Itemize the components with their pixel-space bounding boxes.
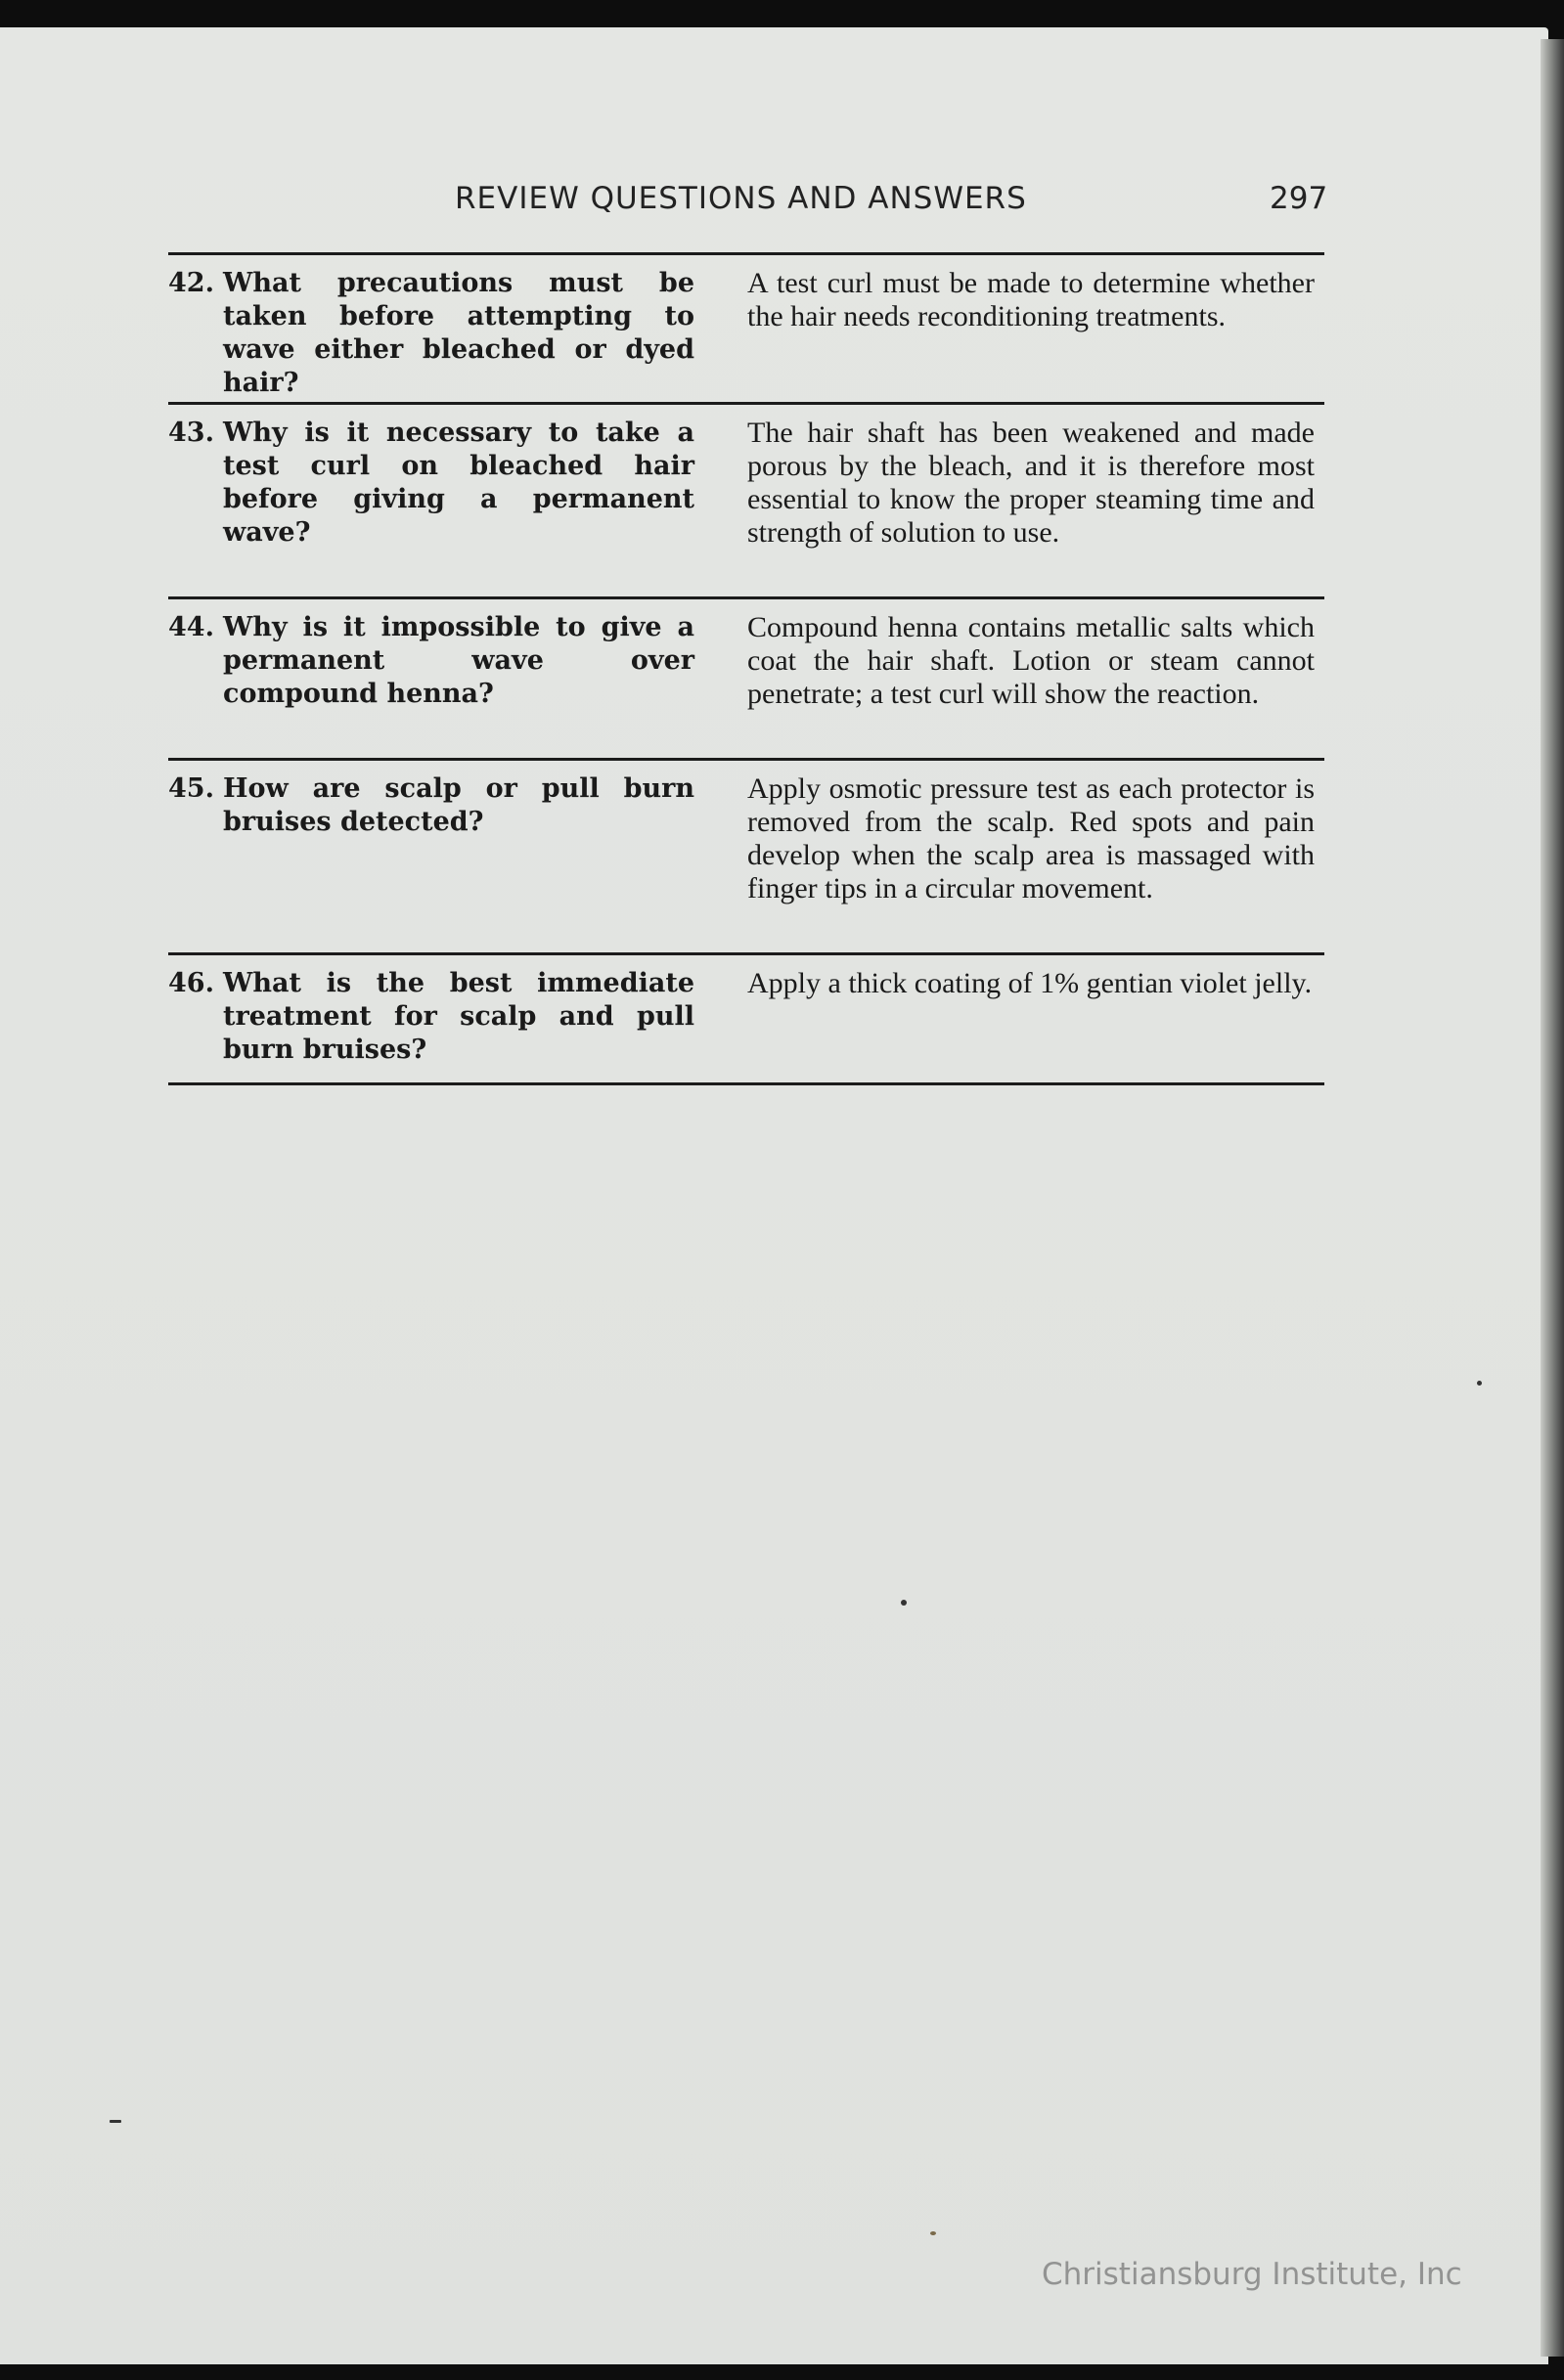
answer-text: The hair shaft has been weakened and made porous by the bleach, and it is therefore most essential to know the proper steaming time and strength of solution to use. <box>747 417 1315 549</box>
page-edge-shadow <box>1541 39 1564 2357</box>
paper-speck <box>1477 1381 1482 1386</box>
paper-speck <box>930 2231 936 2235</box>
question-cell <box>168 967 694 1075</box>
qa-table <box>168 252 1324 1085</box>
qa-row-42 <box>168 255 1324 405</box>
header-title: REVIEW QUESTIONS AND ANSWERS <box>455 181 1027 216</box>
question-text: How are scalp or pull burn bruises detected? <box>223 773 694 837</box>
qa-row-44 <box>168 599 1324 761</box>
question-cell <box>168 267 694 398</box>
question-cell <box>168 417 694 589</box>
question-number: 46. <box>168 968 214 998</box>
page-number: 297 <box>1270 181 1328 216</box>
question-text: Why is it impossible to give a permanent wave over compound henna? <box>223 612 694 709</box>
qa-row-46 <box>168 955 1324 1085</box>
qa-row-45 <box>168 761 1324 955</box>
answer-text: A test curl must be made to determine whether the hair needs reconditioning treatments. <box>747 267 1315 332</box>
question-text: What is the best immediate treatment for scalp and pull burn bruises? <box>223 968 694 1065</box>
watermark: Christiansburg Institute, Inc <box>1042 2257 1462 2292</box>
paper-speck <box>110 2120 121 2123</box>
question-text: Why is it necessary to take a test curl on bleached hair before giving a permanent wave? <box>223 418 694 548</box>
answer-text: Apply osmotic pressure test as each protector is removed from the scalp. Red spots and pain develop when the scalp area is massaged with finger tips in a circular movement. <box>747 772 1315 904</box>
question-number: 45. <box>168 773 214 804</box>
running-header <box>0 181 1564 220</box>
question-cell <box>168 772 694 945</box>
answer-text: Compound henna contains metallic salts which coat the hair shaft. Lotion or steam cannot penetrate; a test curl will show the reaction. <box>747 611 1315 710</box>
question-number: 42. <box>168 268 214 298</box>
paper-speck <box>901 1600 907 1606</box>
answer-text: Apply a thick coating of 1% gentian violet jelly. <box>747 967 1313 999</box>
question-number: 43. <box>168 418 214 448</box>
question-text: What precautions must be taken before attempting to wave either bleached or dyed hair? <box>223 268 694 398</box>
qa-row-43 <box>168 405 1324 599</box>
question-cell <box>168 611 694 750</box>
question-number: 44. <box>168 612 214 642</box>
